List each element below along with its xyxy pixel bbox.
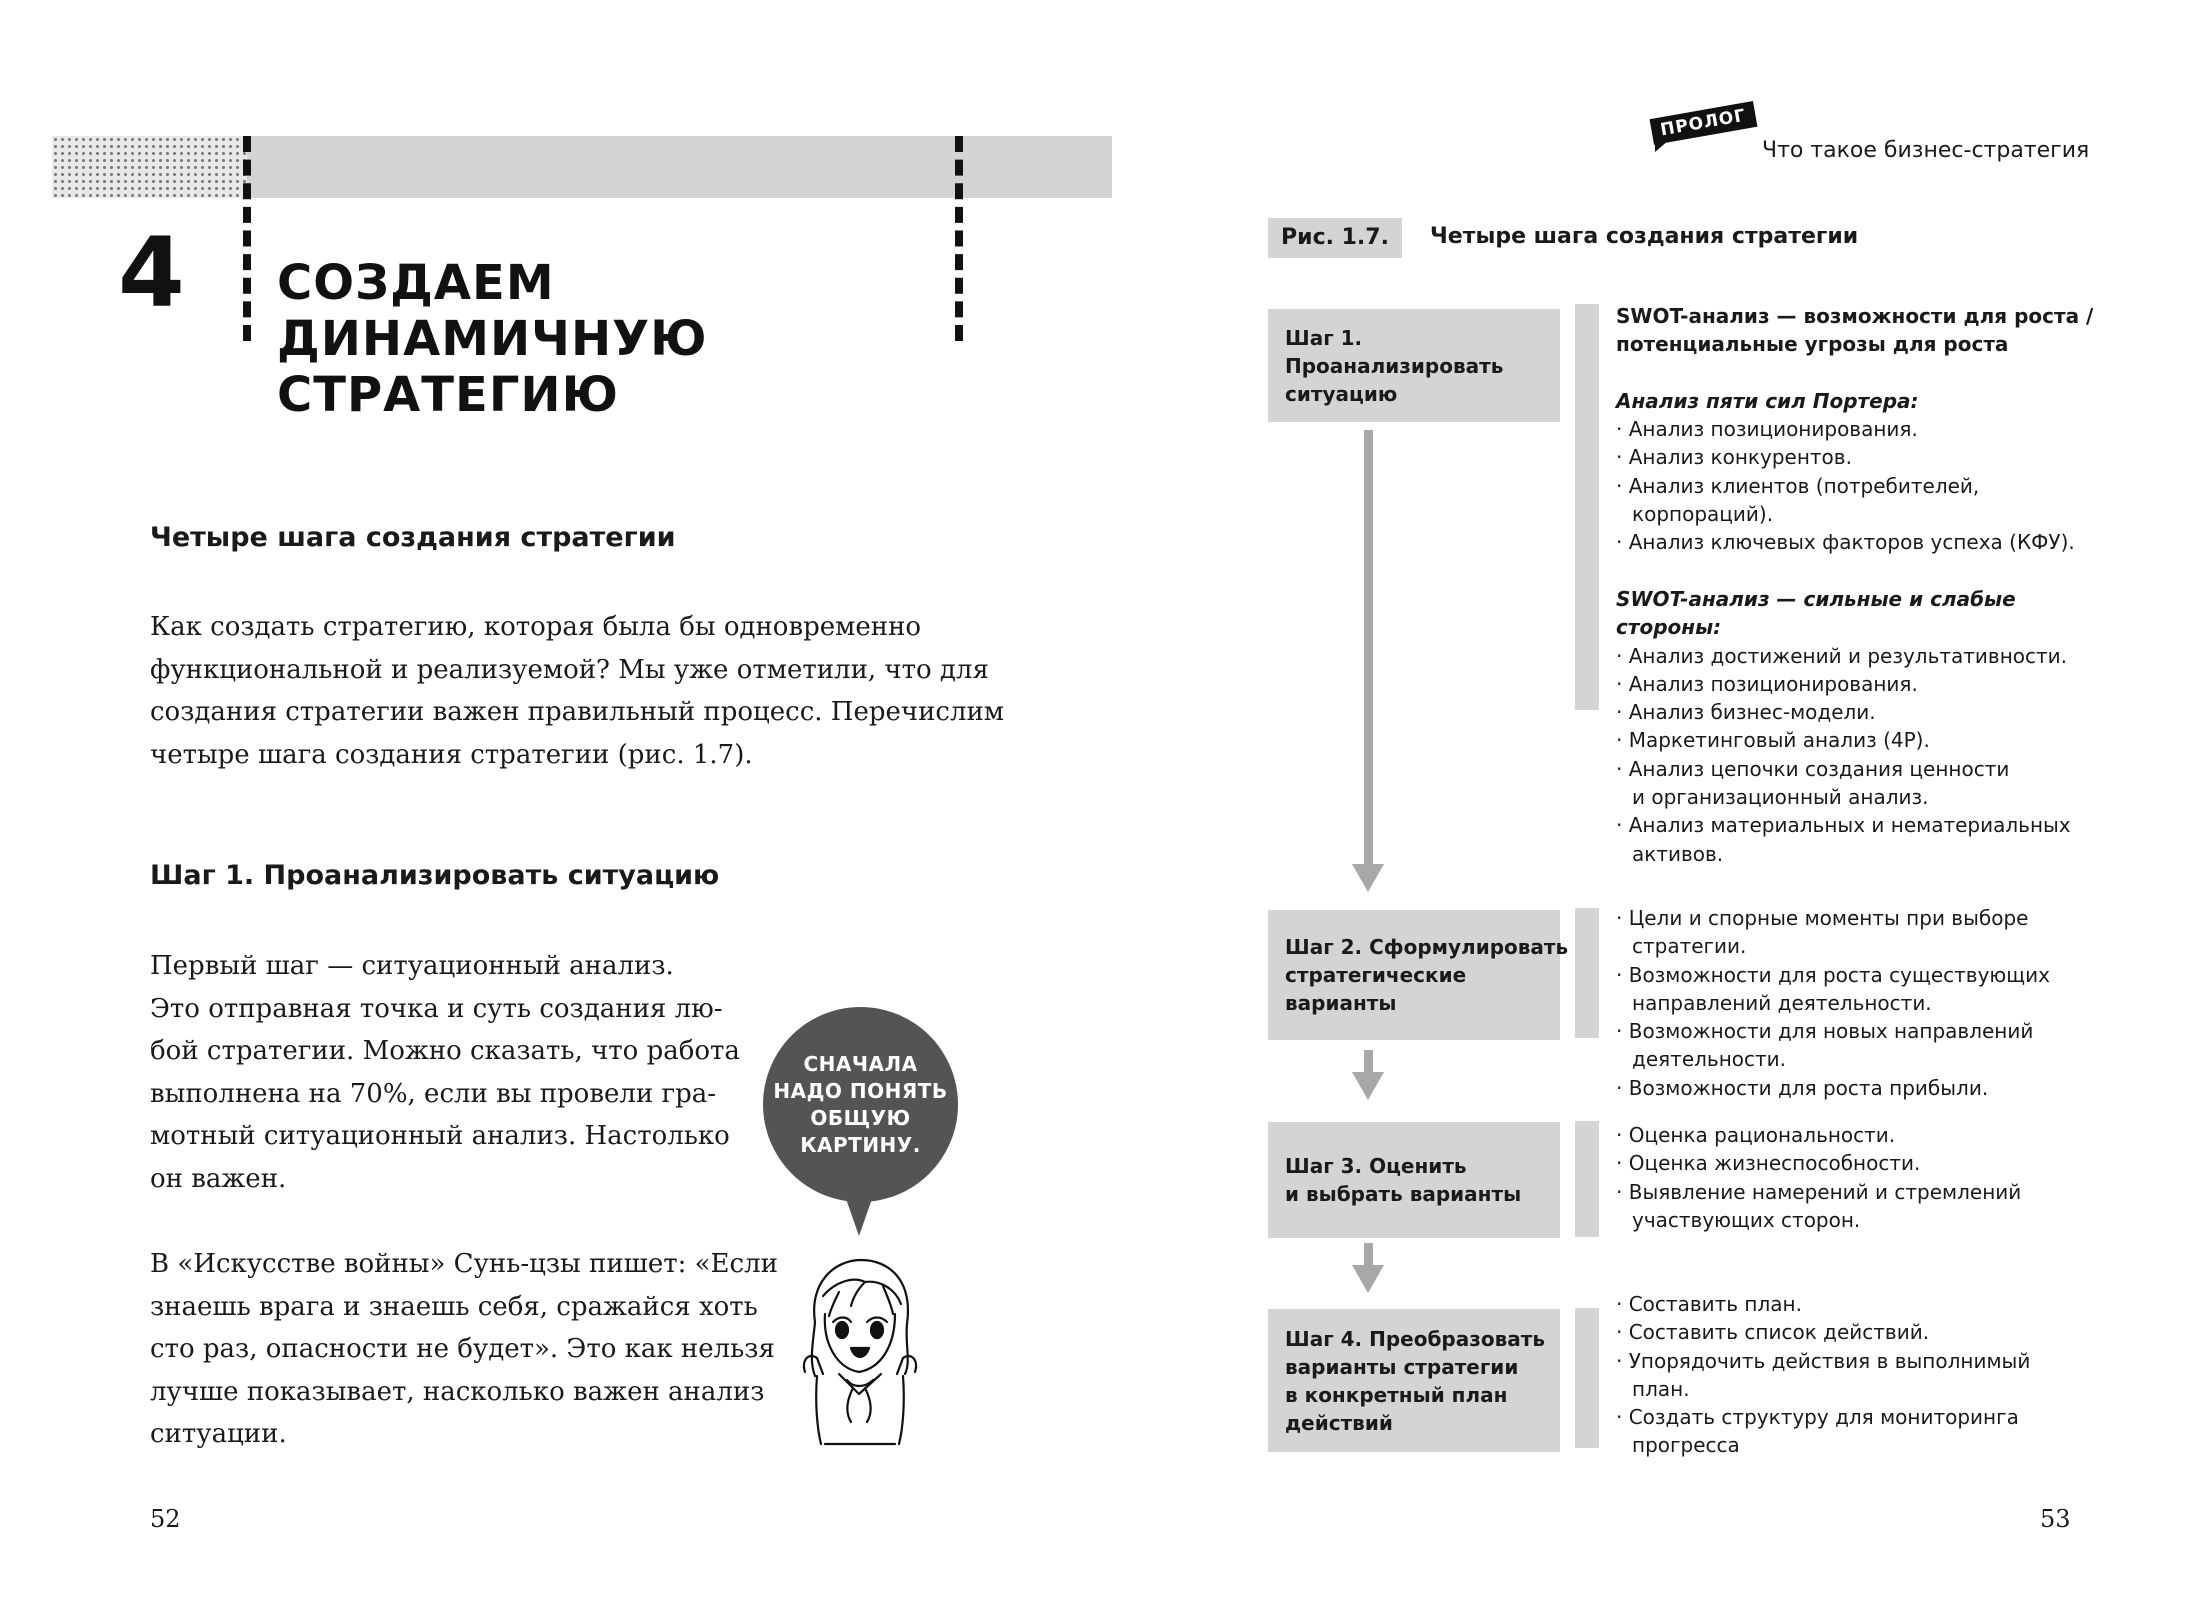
detail-item-continuation: стратегии. <box>1632 934 1747 959</box>
detail-item: · Анализ ключевых факторов успеха (КФУ). <box>1616 530 2075 555</box>
detail-item: · Анализ материальных и нематериальных <box>1616 813 2071 838</box>
arrow-step2-to-step3-shaft <box>1364 1050 1373 1074</box>
text-line: выполнена на 70%, если вы провели гра- <box>150 1078 717 1109</box>
text-line: бой стратегии. Можно сказать, что работа <box>150 1036 740 1066</box>
detail-item: · Возможности для новых направлений <box>1616 1019 2034 1044</box>
detail-heading-line: SWOT-анализ — возможности для роста / <box>1616 304 2094 328</box>
detail-item: · Анализ клиентов (потребителей, <box>1616 473 1980 498</box>
intro-paragraph <box>150 606 1004 776</box>
step-label-line: Шаг 1. <box>1285 325 1363 350</box>
speech-bubble-line: СНАЧАЛА <box>803 1051 918 1076</box>
text-line: мотный ситуационный анализ. Настолько <box>150 1121 730 1151</box>
running-head: Что такое бизнес-стратегия <box>1762 138 2090 163</box>
step-2-detail-bar <box>1575 908 1599 1038</box>
detail-item-continuation: план. <box>1632 1376 1690 1401</box>
step-4-box <box>1268 1309 1560 1452</box>
step1-paragraph-1 <box>150 945 740 1200</box>
detail-item: · Выявление намерений и стремлений <box>1616 1179 2022 1204</box>
detail-item-continuation: и организационный анализ. <box>1632 785 1929 810</box>
detail-item: · Оценка рациональности. <box>1616 1123 1896 1147</box>
step-label-line: стратегические <box>1285 963 1467 987</box>
page-number-right: 53 <box>2040 1505 2071 1533</box>
step-label-line: действий <box>1285 1410 1393 1435</box>
step-1-detail-bar <box>1575 304 1599 710</box>
manga-girl-illustration <box>795 1252 925 1447</box>
detail-item: · Возможности для роста прибыли. <box>1616 1075 1989 1100</box>
detail-item-continuation: деятельности. <box>1632 1047 1787 1072</box>
detail-item: · Анализ бизнес-модели. <box>1616 700 1876 725</box>
text-line: Первый шаг — ситуационный анализ. <box>150 951 674 981</box>
detail-item: · Создать структуру для мониторинга <box>1616 1405 2019 1430</box>
detail-item: · Анализ позиционирования. <box>1616 417 1918 442</box>
detail-item: · Анализ достижений и результативности. <box>1616 643 2068 668</box>
speech-bubble-line: НАДО ПОНЯТЬ <box>773 1078 948 1103</box>
text-line: знаешь врага и знаешь себя, сражайся хоть <box>150 1291 758 1322</box>
step-label-line: ситуацию <box>1285 381 1398 406</box>
arrow-step1-to-step2-shaft <box>1364 430 1373 866</box>
detail-item: · Анализ конкурентов. <box>1616 445 1852 470</box>
step-2-details <box>1616 904 2096 1102</box>
detail-item: · Анализ позиционирования. <box>1616 671 1918 696</box>
text-line: сто раз, опасности не будет». Это как нельзя <box>150 1334 775 1364</box>
step-label-line: Шаг 4. Преобразовать <box>1285 1326 1545 1351</box>
detail-item: · Цели и спорные моменты при выборе <box>1616 906 2029 930</box>
step-4-details <box>1616 1290 2096 1460</box>
section-heading-step1: Шаг 1. Проанализировать ситуацию <box>150 860 720 891</box>
detail-item: · Анализ цепочки создания ценности <box>1616 756 2010 781</box>
down-arrow-icon <box>1352 1265 1384 1293</box>
step-label-line: и выбрать варианты <box>1285 1182 1522 1206</box>
chapter-title-line: СТРАТЕГИЮ <box>277 367 619 423</box>
detail-heading-line: потенциальные угрозы для роста <box>1616 332 2009 357</box>
detail-item-continuation: направлений деятельности. <box>1632 990 1932 1015</box>
figure-label: Рис. 1.7. <box>1268 218 1402 258</box>
text-line: Это отправная точка и суть создания лю- <box>150 993 723 1024</box>
speech-bubble <box>763 1007 958 1202</box>
detail-item: · Составить план. <box>1616 1292 1802 1316</box>
figure-title: Четыре шага создания стратегии <box>1430 224 1859 249</box>
detail-item: · Возможности для роста существующих <box>1616 962 2050 987</box>
detail-subheading: стороны: <box>1616 615 1722 640</box>
step-label-line: варианты стратегии <box>1285 1354 1519 1379</box>
chapter-number: 4 <box>118 217 185 329</box>
chapter-title-line: СОЗДАЕМ ДИНАМИЧНУЮ <box>277 255 708 367</box>
detail-subheading: Анализ пяти сил Портера: <box>1616 388 1919 413</box>
text-line: функциональной и реализуемой? Мы уже отметили, что для <box>150 654 989 685</box>
detail-item: · Оценка жизнеспособности. <box>1616 1151 1921 1176</box>
text-line: В «Искусстве войны» Сунь-цзы пишет: «Если <box>150 1249 778 1279</box>
text-line: Как создать стратегию, которая была бы одновременно <box>150 612 922 642</box>
text-line: ситуации. <box>150 1419 287 1449</box>
step-3-details <box>1616 1121 2096 1234</box>
prolog-tag-tail <box>1655 140 1669 152</box>
step-label-line: варианты <box>1285 991 1397 1015</box>
detail-item: · Упорядочить действия в выполнимый <box>1616 1348 2031 1373</box>
step-label-line: в конкретный план <box>1285 1382 1508 1407</box>
text-line: он важен. <box>150 1163 287 1194</box>
detail-item-continuation: прогресса <box>1632 1433 1740 1458</box>
down-arrow-icon <box>1352 864 1384 892</box>
detail-item-continuation: участвующих сторон. <box>1632 1207 1861 1232</box>
text-line: лучше показывает, насколько важен анализ <box>150 1376 765 1407</box>
chapter-header-halftone <box>52 136 247 198</box>
detail-item: · Маркетинговый анализ (4P). <box>1616 728 1930 753</box>
text-line: создания стратегии важен правильный процесс. Перечислим <box>150 697 1005 727</box>
step-label-line: Проанализировать <box>1285 353 1504 378</box>
step-4-detail-bar <box>1575 1308 1599 1448</box>
detail-item: · Составить список действий. <box>1616 1320 1930 1345</box>
chapter-title-dashed-border-left <box>243 136 251 341</box>
step-2-box <box>1268 910 1569 1040</box>
detail-item-continuation: активов. <box>1632 841 1724 866</box>
step-label-line: Шаг 3. Оценить <box>1285 1154 1467 1178</box>
prolog-tag: ПРОЛОГ <box>1650 101 1757 145</box>
page-number-left: 52 <box>150 1505 181 1533</box>
step1-paragraph-2 <box>150 1243 778 1456</box>
arrow-step3-to-step4-shaft <box>1364 1243 1373 1267</box>
step-1-details <box>1616 302 2096 868</box>
step-label-line: Шаг 2. Сформулировать <box>1285 935 1569 959</box>
text-line: четыре шага создания стратегии (рис. 1.7). <box>150 739 753 770</box>
step-3-detail-bar <box>1575 1121 1599 1237</box>
step-1-box <box>1268 309 1560 422</box>
speech-bubble-tail <box>845 1196 873 1236</box>
speech-bubble-line: КАРТИНУ. <box>800 1132 921 1157</box>
chapter-title <box>277 255 967 423</box>
down-arrow-icon <box>1352 1072 1384 1100</box>
detail-item-continuation: корпораций). <box>1632 502 1774 527</box>
step-3-box <box>1268 1122 1560 1238</box>
section-heading-four-steps: Четыре шага создания стратегии <box>150 522 676 553</box>
speech-bubble-line: ОБЩУЮ <box>810 1105 911 1130</box>
detail-subheading: SWOT-анализ — сильные и слабые <box>1616 586 2016 611</box>
